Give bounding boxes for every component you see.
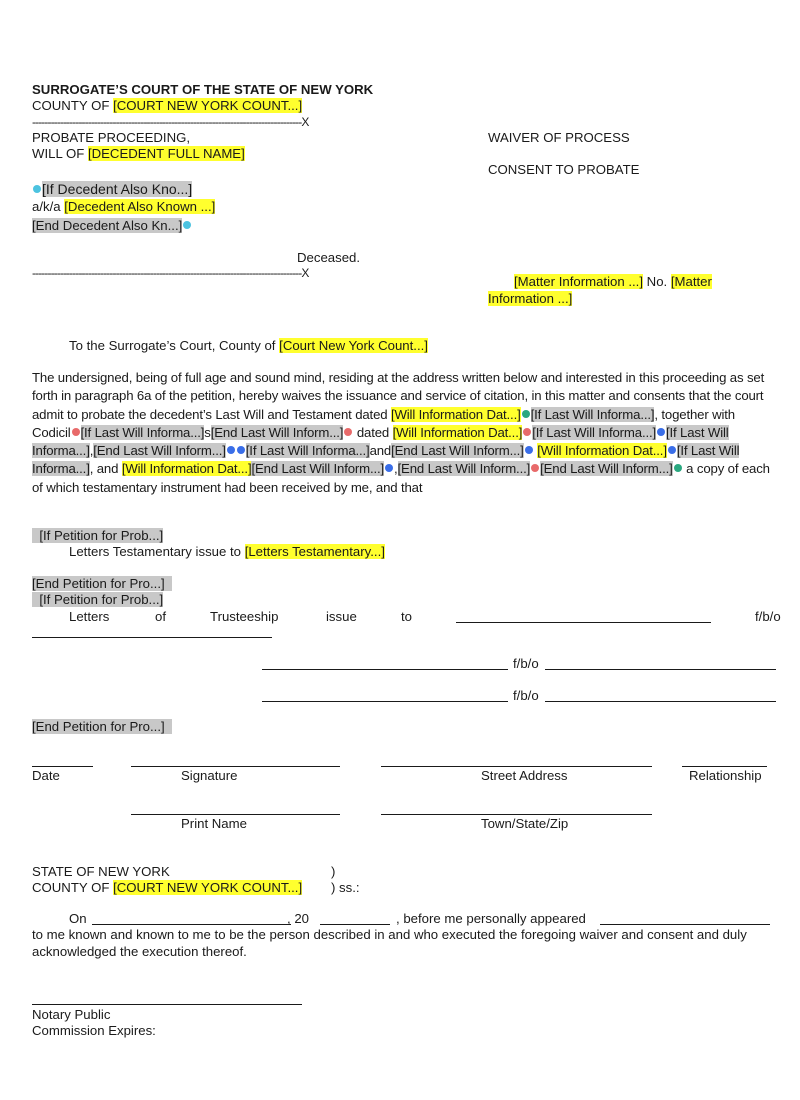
blue-marker-icon xyxy=(525,446,533,454)
county-field[interactable]: [COURT NEW YORK COUNT...] xyxy=(113,98,303,113)
county-prefix: COUNTY OF xyxy=(32,98,110,113)
trust-word: to xyxy=(401,609,412,624)
end-last-will-field[interactable]: [End Last Will Inform...] xyxy=(251,461,385,477)
body-text: dated xyxy=(353,424,393,440)
fbo-label: f/b/o xyxy=(513,656,539,671)
end-petition-text: [End Petition for Pro...] xyxy=(32,576,165,591)
end-aka-line xyxy=(32,217,192,235)
body-text: , xyxy=(89,443,94,459)
notary-state: STATE OF NEW YORK xyxy=(32,864,170,879)
deceased-label: Deceased. xyxy=(297,250,361,265)
if-last-will-field[interactable]: [If Last Will Informa...] xyxy=(532,424,656,440)
end-petition-field[interactable] xyxy=(32,719,172,734)
body-text: a copy of each of which testamentary instrument had been received by me, and that xyxy=(32,461,770,495)
notary-paren: ) xyxy=(331,864,336,879)
matter-line-1 xyxy=(514,273,712,291)
beneficiary-line[interactable] xyxy=(545,669,776,670)
if-last-will-field[interactable]: [If Last Will Informa...] xyxy=(32,424,729,459)
trust-word: issue xyxy=(326,609,357,624)
dash-line-top: ---------------------------------------------------------------------------------------X xyxy=(32,115,309,129)
trustee-name-line[interactable] xyxy=(262,669,508,670)
probate-proceeding: PROBATE PROCEEDING, xyxy=(32,130,191,145)
county-line xyxy=(32,97,302,115)
no-label: No. xyxy=(646,274,668,289)
testamentary-line xyxy=(69,543,385,561)
print-name-label: Print Name xyxy=(181,816,247,831)
street-address-label: Street Address xyxy=(481,768,568,783)
will-date-field[interactable]: [Will Information Dat...] xyxy=(537,443,667,459)
if-petition-line-2 xyxy=(32,591,163,609)
notary-signature-line[interactable] xyxy=(32,1004,302,1005)
teal-marker-icon xyxy=(674,464,682,472)
court-title: SURROGATE’S COURT OF THE STATE OF NEW YORK xyxy=(32,82,374,97)
will-of-line xyxy=(32,145,245,163)
testamentary-field[interactable]: [Letters Testamentary...] xyxy=(244,544,385,559)
matter-field-1[interactable]: [Matter Information ...] xyxy=(514,274,643,289)
blue-marker-icon xyxy=(657,428,665,436)
town-state-zip-label: Town/State/Zip xyxy=(481,816,569,831)
body-text: s xyxy=(204,424,211,440)
end-last-will-field[interactable]: [End Last Will Inform...] xyxy=(540,461,673,477)
relationship-label: Relationship xyxy=(689,768,762,783)
body-text: The undersigned, being of full age and sound mind, residing at the address written below and interested in this proceeding as set forth in paragraph 6a of the petition, hereby waives the issuance and service of citation, in this matter and consents that the court admit to probate the decedent’s Last Will and Testament dated xyxy=(32,370,765,422)
trust-word: of xyxy=(155,609,166,624)
red-marker-icon xyxy=(344,428,352,436)
if-petition-field[interactable] xyxy=(32,528,163,543)
red-marker-icon xyxy=(72,428,80,436)
to-prefix: To the Surrogate’s Court, County of xyxy=(69,338,276,353)
body-paragraph xyxy=(32,369,772,497)
fbo-label: f/b/o xyxy=(513,688,539,703)
commission-expires-label: Commission Expires: xyxy=(32,1023,156,1038)
beneficiary-line[interactable] xyxy=(32,637,272,638)
body-text: , and xyxy=(89,461,122,477)
matter-field-2-cont[interactable]: Information ...] xyxy=(488,291,573,306)
end-petition-line-2 xyxy=(32,718,172,736)
trust-word: Trusteeship xyxy=(210,609,279,624)
trustee-name-line[interactable] xyxy=(262,701,508,702)
before-me-text: , before me personally appeared xyxy=(396,911,586,926)
notary-public-label: Notary Public xyxy=(32,1007,111,1022)
aka-field[interactable]: [Decedent Also Known ...] xyxy=(64,199,216,214)
blue-marker-icon xyxy=(237,446,245,454)
decedent-field[interactable]: [DECEDENT FULL NAME] xyxy=(87,146,245,161)
red-marker-icon xyxy=(531,464,539,472)
if-last-will-field[interactable]: [If Last Will Informa...] xyxy=(245,443,370,459)
blue-marker-icon xyxy=(385,464,393,472)
end-last-will-field[interactable]: [End Last Will Inform...] xyxy=(93,443,226,459)
beneficiary-line[interactable] xyxy=(545,701,776,702)
if-last-will-field[interactable]: [If Last Will Informa...] xyxy=(80,424,205,440)
date-label: Date xyxy=(32,768,60,783)
year-prefix: , 20 xyxy=(287,911,309,926)
year-line[interactable] xyxy=(320,924,390,925)
if-petition-field[interactable] xyxy=(32,592,163,607)
aka-prefix: a/k/a xyxy=(32,199,61,214)
matter-field-2[interactable]: [Matter xyxy=(670,274,712,289)
if-aka-field[interactable]: [If Decedent Also Kno...] xyxy=(42,181,193,197)
end-last-will-field[interactable]: [End Last Will Inform...] xyxy=(391,443,524,459)
body-text: and xyxy=(369,443,392,459)
trustee-name-line[interactable] xyxy=(456,622,711,623)
end-petition-text: [End Petition for Pro...] xyxy=(32,719,165,734)
matter-line-2 xyxy=(488,290,572,308)
consent-title: CONSENT TO PROBATE xyxy=(488,162,640,177)
testamentary-prefix: Letters Testamentary issue to xyxy=(69,544,242,559)
if-last-will-field[interactable]: [If Last Will Informa...] xyxy=(32,443,740,477)
blue-marker-icon xyxy=(668,446,676,454)
notary-ss: ) ss.: xyxy=(331,880,360,895)
appeared-name-line[interactable] xyxy=(600,924,770,925)
will-date-field[interactable]: [Will Information Dat...] xyxy=(121,461,252,477)
notary-county-line xyxy=(32,879,302,897)
trust-word: Letters xyxy=(69,609,110,624)
end-last-will-field[interactable]: [End Last Will Inform...] xyxy=(397,461,531,477)
if-petition-text: [If Petition for Prob...] xyxy=(39,528,164,543)
aka-line xyxy=(32,198,215,216)
on-label: On xyxy=(69,911,87,926)
will-date-field[interactable]: [Will Information Dat...] xyxy=(392,424,523,440)
will-of-prefix: WILL OF xyxy=(32,146,85,161)
will-date-field[interactable]: [Will Information Dat...] xyxy=(390,406,521,422)
cyan-marker-icon xyxy=(183,221,191,229)
cyan-marker-icon xyxy=(33,185,41,193)
if-aka-line xyxy=(32,180,192,200)
red-marker-icon xyxy=(523,428,531,436)
signature-label: Signature xyxy=(181,768,238,783)
body-text: , xyxy=(394,461,398,477)
court-county-field[interactable]: [Court New York Count...] xyxy=(279,338,428,353)
day-line[interactable] xyxy=(92,924,291,925)
fbo-label: f/b/o xyxy=(755,609,781,624)
end-aka-field[interactable]: [End Decedent Also Kn...] xyxy=(32,218,183,233)
if-petition-text: [If Petition for Prob...] xyxy=(39,592,164,607)
body-text: , together with Codicil xyxy=(32,406,735,440)
if-last-will-field[interactable]: [If Last Will Informa...] xyxy=(530,406,655,422)
end-petition-field[interactable] xyxy=(32,576,172,591)
teal-marker-icon xyxy=(522,410,530,418)
dash-line-bottom: ---------------------------------------------------------------------------------------X xyxy=(32,266,309,280)
waiver-title: WAIVER OF PROCESS xyxy=(488,130,630,145)
notary-county-prefix: COUNTY OF xyxy=(32,880,110,895)
notary-county-field[interactable]: [COURT NEW YORK COUNT...] xyxy=(113,880,303,895)
end-last-will-field[interactable]: [End Last Will Inform...] xyxy=(210,424,344,440)
address-line xyxy=(69,337,428,355)
notary-known-text: to me known and known to me to be the person described in and who executed the foregoing waiver and consent and duly acknowledged the execution thereof. xyxy=(32,927,747,959)
blue-marker-icon xyxy=(227,446,235,454)
